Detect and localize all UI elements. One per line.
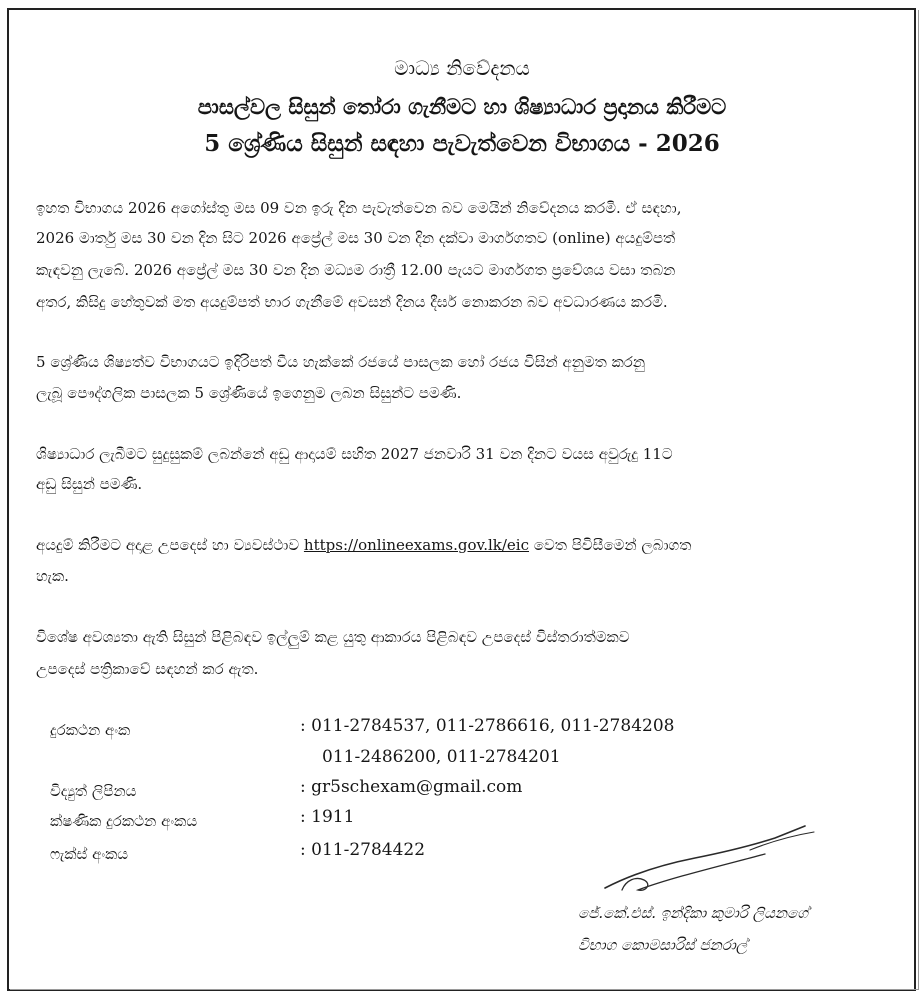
- paragraph-1-line-1: ඉහත විභාගය 2026 අගෝස්තු මස 09 වන ඉරු දින පැවැත්වෙන බව මෙයින් නිවේදනය කරමි. ඒ සඳහා,: [36, 199, 682, 217]
- phone-numbers-line-2: 011-2486200, 011-2784201: [322, 747, 561, 767]
- special-needs-line-2: උපදෙස් පත්‍රිකාවේ සඳහන් කර ඇත.: [36, 660, 259, 678]
- fax-label: ෆැක්ස් අංකය: [50, 845, 129, 863]
- paragraph-3-line-1: ශිෂ්‍යාධාර ලැබීමට සුදුසුකම් ලබන්නේ අඩු ආදායම් සහිත 2027 ජනවාරි 31 වන දිනට වයස අවුරුදු 11ට: [36, 445, 673, 463]
- handwritten-signature: [600, 820, 820, 900]
- paragraph-3-line-2: අඩු සිසුන් පමණි.: [36, 475, 143, 493]
- phone-numbers-line-1: : 011-2784537, 011-2786616, 011-2784208: [300, 716, 675, 736]
- paragraph-1-line-4: අතර, කිසිදු හේතුවක් මත අයදුම්පත් භාර ගැනීමේ අවසන් දිනය දීර්ඝ නොකරන බව අවධාරණය කරමි.: [36, 293, 668, 311]
- online-exams-link[interactable]: https://onlineexams.gov.lk/eic: [303, 536, 530, 554]
- apply-paragraph-line-2: හැක.: [36, 567, 69, 585]
- email-value: : gr5schexam@gmail.com: [300, 777, 523, 797]
- apply-text-after: වෙත පිවිසීමෙන් ලබාගත: [529, 536, 692, 554]
- phone-label: දුරකථන අංක: [50, 721, 131, 739]
- hotline-label: ක්ෂණික දුරකථන අංකය: [50, 812, 198, 830]
- paragraph-2-line-1: 5 ශ්‍රේණිය ශිෂ්‍යත්ව විභාගයට ඉදිරිපත් වීය හැක්කේ රජයේ පාසලක හෝ රජය විසින් අනුමත කරනු: [36, 353, 646, 371]
- signatory-name: ජේ.කේ.එස්. ඉන්දිකා කුමාරි ලියනගේ: [578, 904, 808, 922]
- special-needs-line-1: විශේෂ අවශ්‍යතා ඇති සිසුන් පිළිබඳව ඉල්ලුම් කළ යුතු ආකාරය පිළිබඳව උපදෙස් විස්තරාත්මකව: [36, 628, 630, 646]
- paragraph-1-line-2: 2026 මාර්තු මස 30 වන දින සිට 2026 අප්‍රේල් මස 30 වන දින දක්වා මාර්ගගතව (online) අයදුම්පත්: [36, 229, 676, 247]
- paragraph-1-line-3: කැඳවනු ලැබේ. 2026 අප්‍රේල් මස 30 වන දින මධ්‍යම රාත්‍රී 12.00 පැයට මාර්ගගත ප්‍රවේශය වසා තබන: [36, 261, 676, 279]
- paragraph-2-line-2: ලැබූ පෞද්ගලික පාසලක 5 ශ්‍රේණියේ ඉගෙනුම ලබන සිසුන්ට පමණි.: [36, 384, 462, 402]
- fax-value: : 011-2784422: [300, 840, 426, 860]
- document-heading-purpose: පාසල්වල සිසුන් තෝරා ගැනීමට හා ශිෂ්‍යාධාර ප්‍රදානය කිරීමට: [197, 94, 727, 119]
- apply-paragraph-line-1: [36, 535, 691, 555]
- email-label: විද්‍යුත් ලිපිනය: [50, 782, 137, 800]
- hotline-value: : 1911: [300, 807, 355, 827]
- document-heading-media-release: මාධ්‍ය නිවේදනය: [394, 56, 530, 80]
- document-heading-exam-title: 5 ශ්‍රේණිය සිසුන් සඳහා පැවැත්වෙන විභාගය - 2026: [204, 130, 720, 157]
- apply-text-before: අයදුම් කිරීමට අදාළ උපදෙස් හා ව්‍යවස්ථාව: [36, 536, 304, 554]
- signatory-title: විභාග කොමසාරිස් ජනරාල්: [578, 936, 748, 954]
